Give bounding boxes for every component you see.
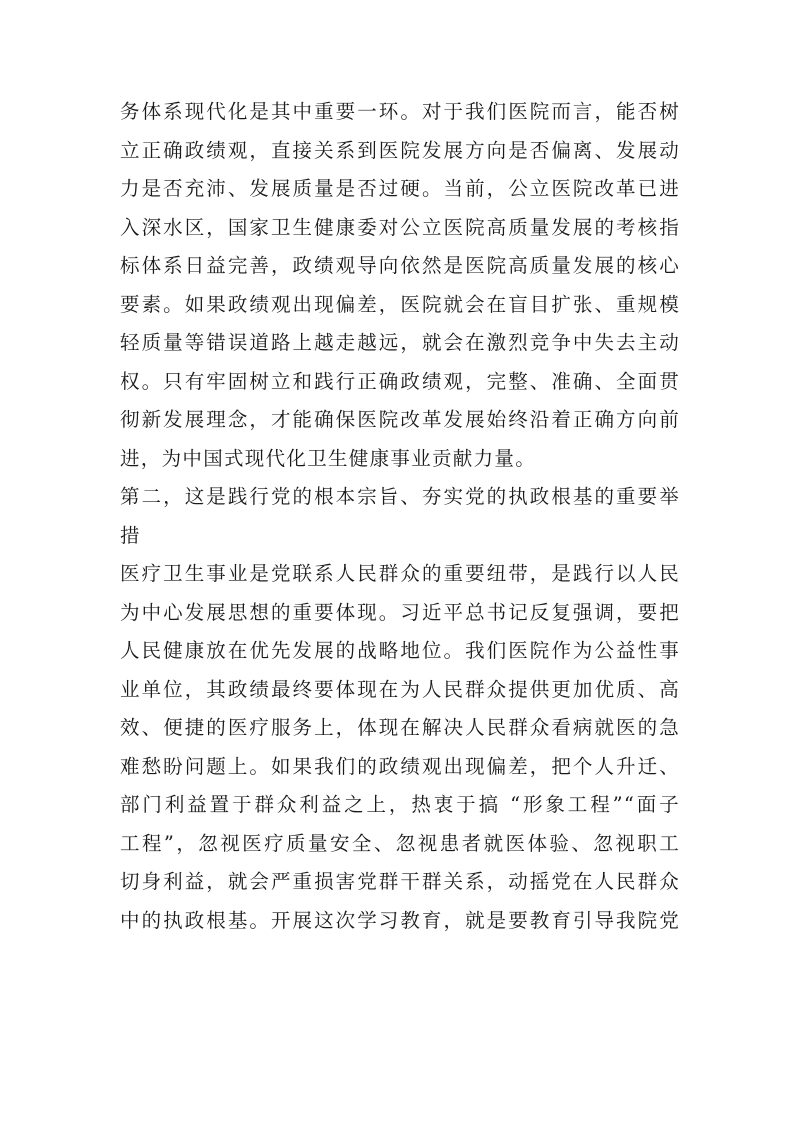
text-line: 要素。如果政绩观出现偏差，医院就会在盲目扩张、重规模 [120, 292, 680, 316]
text-line: 立正确政绩观，直接关系到医院发展方向是否偏离、发展动 [120, 138, 680, 162]
text-line: 务体系现代化是其中重要一环。对于我们医院而言，能否树 [120, 100, 680, 123]
text-line: 业单位，其政绩最终要体现在为人民群众提供更加优质、高 [120, 677, 680, 701]
text-line: 中的执政根基。开展这次学习教育，就是要教育引导我院党 [120, 908, 680, 932]
text-line: 效、便捷的医疗服务上，体现在解决人民群众看病就医的急 [120, 716, 680, 739]
text-line: 部门利益置于群众利益之上，热衷于搞 “形象工程”“面子 [120, 793, 680, 816]
text-line: 彻新发展理念，才能确保医院改革发展始终沿着正确方向前 [120, 408, 680, 431]
text-line: 工程”，忽视医疗质量安全、忽视患者就医体验、忽视职工 [120, 831, 680, 855]
text-line: 人民健康放在优先发展的战略地位。我们医院作为公益性事 [120, 639, 680, 662]
text-line: 轻质量等错误道路上越走越远，就会在激烈竞争中失去主动 [120, 331, 680, 354]
section-heading: 第二，这是践行党的根本宗旨、夯实党的执政根基的重要举 [120, 485, 680, 508]
body-text [120, 93, 680, 940]
text-line: 力是否充沛、发展质量是否过硬。当前，公立医院改革已进 [120, 177, 680, 200]
text-line: 切身利益，就会严重损害党群干群关系，动摇党在人民群众 [120, 870, 680, 893]
text-line: 进，为中国式现代化卫生健康事业贡献力量。 [120, 446, 537, 470]
text-line: 医疗卫生事业是党联系人民群众的重要纽带，是践行以人民 [120, 562, 680, 585]
text-line: 权。只有牢固树立和践行正确政绩观，完整、准确、全面贯 [120, 369, 680, 393]
text-line: 标体系日益完善，政绩观导向依然是医院高质量发展的核心 [120, 254, 680, 277]
section-heading: 措 [120, 523, 141, 547]
text-line: 为中心发展思想的重要体现。习近平总书记反复强调，要把 [120, 600, 680, 624]
text-line: 难愁盼问题上。如果我们的政绩观出现偏差，把个人升迁、 [120, 754, 680, 778]
text-line: 入深水区，国家卫生健康委对公立医院高质量发展的考核指 [120, 215, 680, 239]
